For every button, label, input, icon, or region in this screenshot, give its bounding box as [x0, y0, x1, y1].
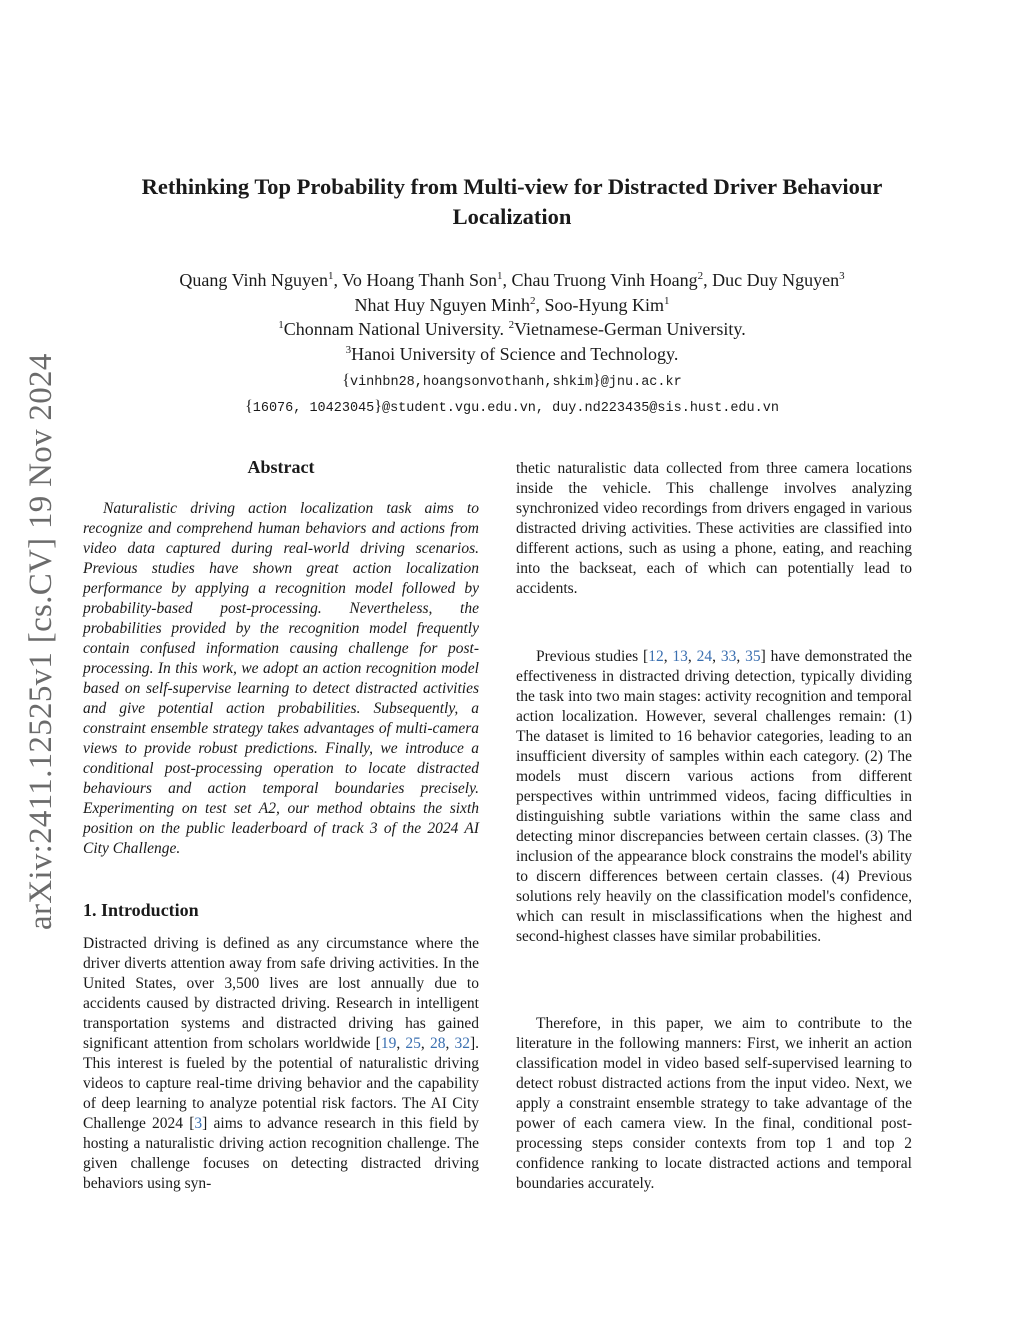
- separator: ,: [445, 1035, 455, 1052]
- email-users: vinhbn28,hoangsonvothanh,shkim: [349, 375, 594, 390]
- affil-mark: 1: [664, 294, 670, 307]
- affil-mark: 2: [697, 270, 704, 282]
- affil-mark: 1: [278, 319, 284, 331]
- citation-link[interactable]: 13: [672, 648, 688, 665]
- email-block: [80, 369, 944, 421]
- author-name: , Vo Hoang Thanh Son: [333, 270, 497, 290]
- citation-link[interactable]: 25: [405, 1035, 421, 1052]
- separator: ,: [420, 1035, 430, 1052]
- abstract-heading: Abstract: [247, 457, 315, 477]
- authors-line-2: [80, 293, 944, 318]
- email-domain: @student.vgu.edu.vn, duy.nd223435@sis.hust.edu.vn: [381, 401, 779, 416]
- citation-link[interactable]: 19: [380, 1035, 397, 1052]
- author-name: , Chau Truong Vinh Hoang: [502, 270, 698, 290]
- author-name: , Soo-Hyung Kim: [535, 294, 664, 315]
- arxiv-sidebar-stamp: arXiv:2411.12525v1 [cs.CV] 19 Nov 2024: [23, 353, 59, 930]
- body-text: ] aims to advance research in this field by hosting a naturalistic driving action recognition challenge. The given challenge focuses on detecting distracted driving behaviors using syn-: [83, 1115, 479, 1192]
- citation-link[interactable]: 32: [454, 1035, 470, 1052]
- body-text: Distracted driving is defined as any circumstance where the driver diverts attention away from safe driving activities. In the United States, over 3,500 lives are lost annually due to accidents caused by distracted driving. Research in intelligent transportation systems and distracted driving has gained significant attention from scholars worldwide [: [83, 935, 479, 1052]
- section-heading-introduction: 1. Introduction: [83, 900, 199, 920]
- citation-link[interactable]: 35: [745, 648, 761, 665]
- affil-mark: 1: [497, 270, 503, 282]
- affiliation: Chonnam National University.: [283, 319, 509, 339]
- affiliation: Vietnamese-German University.: [514, 319, 746, 339]
- citation-link[interactable]: 24: [696, 648, 713, 665]
- intro-paragraph-1: [83, 934, 479, 1194]
- brace: }: [374, 398, 382, 415]
- email-users: 16076, 10423045: [252, 401, 375, 416]
- body-text: ] have demonstrated the effectiveness in distracted driving detection, typically dividing the task into two main stages: activity recognition and temporal action localization. However, several challenges remain: (1) The dataset is limited to 16 behavior categories, leading to an insufficient diversity of samples within each category. (2) The models must discern various actions from different perspectives within untrimmed videos, facing difficulties in distinguishing subtle variations within the same class and detecting minor discrepancies between certain classes. (3) The inclusion of the appearance block constrains the model's ability to discern differences between certain classes. (4) Previous solutions rely heavily on the classification model's confidence, which can result in misclassifications when the highest and second-highest classes have similar probabilities.: [516, 648, 913, 945]
- separator: ,: [736, 648, 746, 665]
- affil-mark: 1: [327, 270, 334, 282]
- body-text: Previous studies [: [536, 648, 649, 665]
- brace: {: [342, 372, 350, 389]
- affiliation: Hanoi University of Science and Technology.: [351, 343, 679, 364]
- paper-title: Rethinking Top Probability from Multi-view for Distracted Driver Behaviour Localization: [141, 174, 883, 229]
- affil-mark: 3: [345, 343, 352, 356]
- email-line-2: [80, 395, 944, 421]
- author-name: Quang Vinh Nguyen: [179, 270, 328, 290]
- body-text: ]. This interest is fueled by the potential of naturalistic driving videos to capture real-time driving behavior and the capability of deep learning to analyze potential risk factors. The AI City Challenge 2024 [: [83, 1035, 480, 1132]
- citation-link[interactable]: 3: [194, 1115, 203, 1132]
- affiliation-line-1: [80, 317, 944, 342]
- affil-mark: 2: [529, 294, 536, 307]
- brace: {: [245, 398, 253, 415]
- citation-link[interactable]: 33: [720, 648, 737, 665]
- right-paragraph-2: [516, 647, 912, 947]
- citation-link[interactable]: 12: [648, 648, 664, 665]
- brace: }: [593, 372, 601, 389]
- author-name: , Duc Duy Nguyen: [703, 270, 840, 290]
- affiliation-line-2: [80, 342, 944, 367]
- author-block: [80, 268, 944, 421]
- email-line-1: [80, 369, 944, 395]
- author-name: Nhat Huy Nguyen Minh: [354, 294, 530, 315]
- separator: ,: [663, 648, 673, 665]
- right-paragraph-1: thetic naturalistic data collected from three camera locations inside the vehicle. This challenge involves analyzing synchronized video recordings from drivers engaged in various distracted driving activities. These activities are classified into different actions, such as using a phone, eating, and reaching into the backseat, each of which can potentially lead to accidents.: [516, 460, 912, 597]
- abstract-text: Naturalistic driving action localization task aims to recognize and comprehend human behaviors and actions from video data captured during real-world driving scenarios. Previous studies have shown great action localization performance by applying a recognition model followed by probability-based post-processing. Nevertheless, the probabilities provided by the recognition model frequently contain confused information causing challenge for post-processing. In this work, we adopt an action recognition model based on self-supervise learning to detect distracted activities and give potential action probabilities. Subsequently, a constraint ensemble strategy takes advantages of multi-camera views to provide robust predictions. Finally, we introduce a conditional post-processing operation to locate distracted behaviours and action temporal boundaries precisely. Experimenting on test set A2, our method obtains the sixth position on the public leaderboard of track 3 of the 2024 AI City Challenge.: [83, 500, 479, 857]
- separator: ,: [396, 1035, 406, 1052]
- authors-line-1: [80, 268, 944, 293]
- citation-link[interactable]: 28: [429, 1035, 446, 1052]
- affil-mark: 3: [839, 270, 845, 282]
- right-paragraph-3: Therefore, in this paper, we aim to contribute to the literature in the following manners: First, we inherit an action classification model in video based self-supervised learning to detect robust distracted actions from the input video. Next, we apply a constraint ensemble strategy to take advantage of the power of each camera view. In the final, conditional post-processing steps consider contexts from top 1 and top 2 confidence ranking to locate distracted actions and temporal boundaries accurately.: [516, 1015, 912, 1192]
- email-domain: @jnu.ac.kr: [600, 375, 682, 390]
- separator: ,: [712, 648, 721, 665]
- affil-mark: 2: [508, 319, 515, 331]
- separator: ,: [687, 648, 697, 665]
